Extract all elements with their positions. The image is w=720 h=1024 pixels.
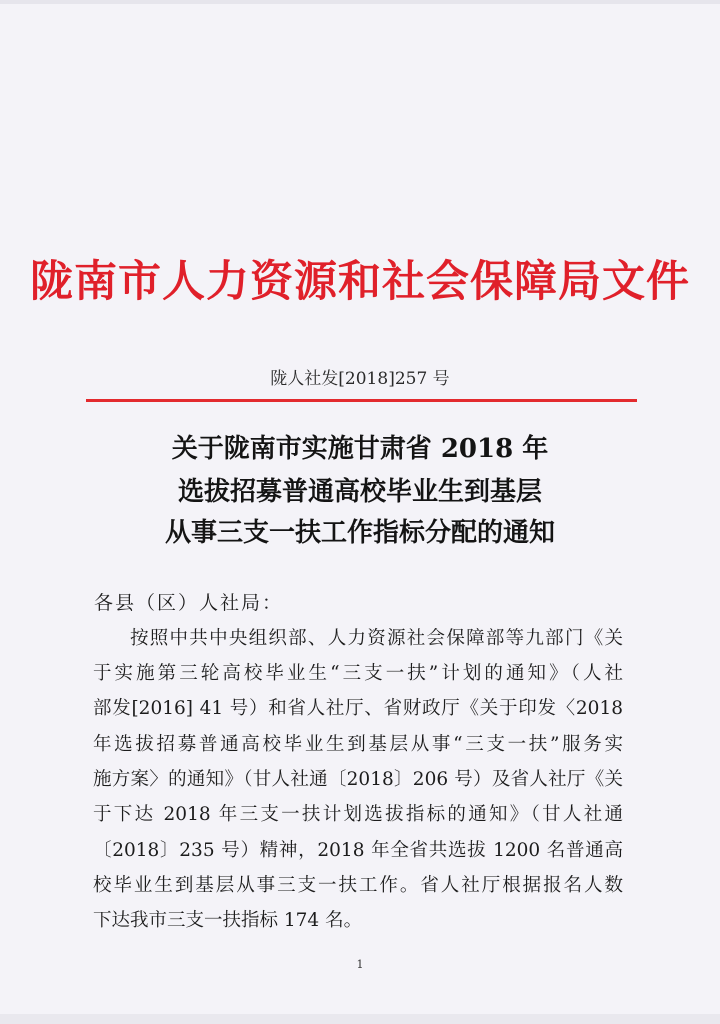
document-number: 陇人社发[2018]257 号 (270, 369, 450, 389)
body-line: 〔2018〕235 号）精神，2018 年全省共选拔 1200 名普通高 (93, 840, 623, 861)
body-line: 年选拔招募普通高校毕业生到基层从事“三支一扶”服务实 (93, 734, 623, 755)
notice-title-line-3: 从事三支一扶工作指标分配的通知 (164, 518, 555, 548)
issuer-title: 陇南市人力资源和社会保障局文件 (30, 257, 690, 307)
page-bottom-edge (0, 1014, 720, 1024)
page-number: 1 (356, 958, 364, 971)
notice-title-line-2: 选拔招募普通高校毕业生到基层 (177, 477, 542, 507)
body-line: 部发[2016] 41 号）和省人社厅、省财政厅《关于印发〈2018 (93, 698, 623, 719)
red-divider-rule (86, 399, 637, 402)
body-line: 施方案〉的通知》（甘人社通〔2018〕206 号）及省人社厅《关 (93, 769, 623, 790)
body-line: 下达我市三支一扶指标 174 名。 (93, 910, 363, 931)
page-top-edge (0, 0, 720, 4)
body-line: 校毕业生到基层从事三支一扶工作。省人社厅根据报名人数 (93, 875, 623, 896)
body-line: 于实施第三轮高校毕业生“三支一扶”计划的通知》（人社 (93, 663, 623, 684)
body-line: 于下达 2018 年三支一扶计划选拔指标的通知》（甘人社通 (93, 804, 623, 825)
salutation: 各县（区）人社局： (94, 592, 284, 614)
notice-title-line-1: 关于陇南市实施甘肃省 2018 年 (171, 434, 549, 464)
body-line: 按照中共中央组织部、人力资源社会保障部等九部门《关 (130, 628, 623, 649)
